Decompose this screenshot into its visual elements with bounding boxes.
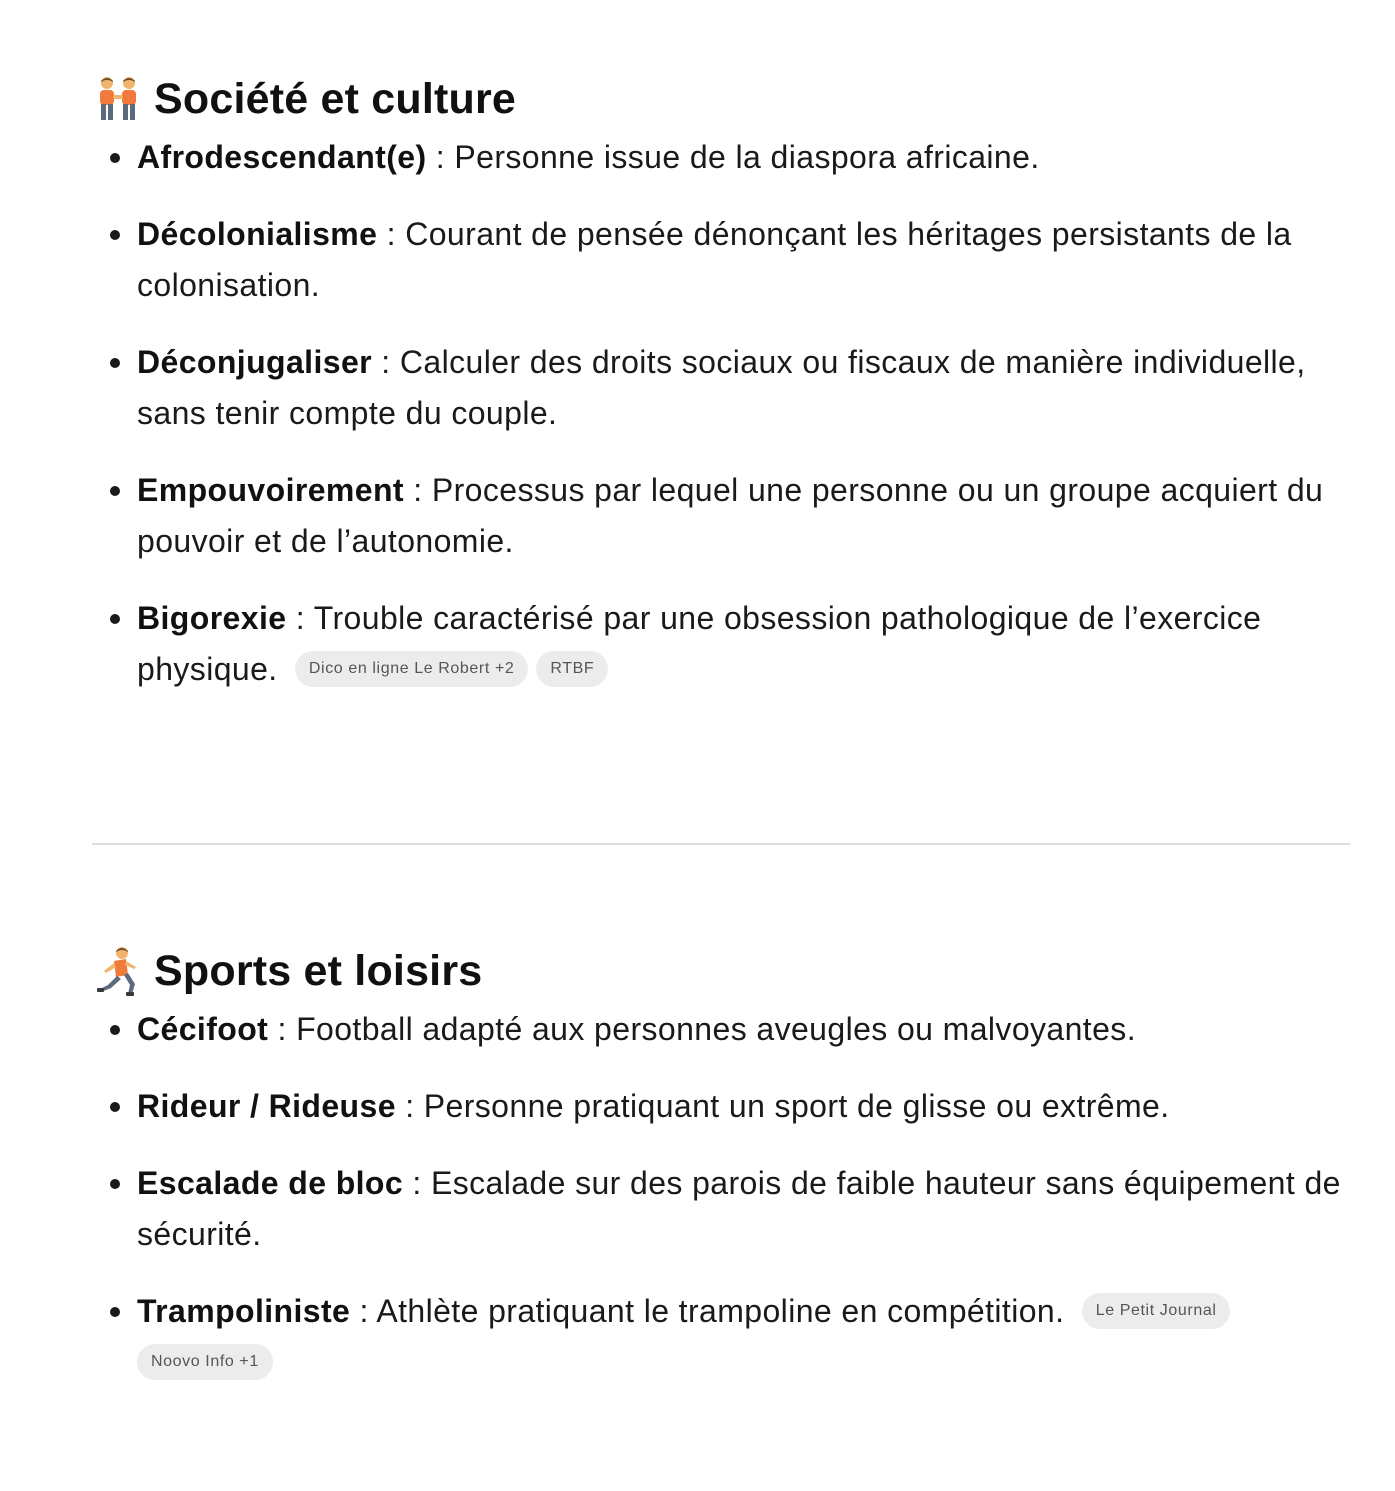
section-heading bbox=[92, 938, 1354, 1004]
list-item bbox=[92, 1004, 1354, 1055]
term: Rideur / Rideuse bbox=[137, 1088, 396, 1124]
person-running-icon bbox=[92, 945, 144, 997]
definition: : Personne issue de la diaspora africaine. bbox=[426, 139, 1040, 175]
term: Bigorexie bbox=[137, 600, 287, 636]
list-item bbox=[92, 1081, 1354, 1132]
term: Cécifoot bbox=[137, 1011, 269, 1047]
bullet bbox=[110, 1102, 120, 1112]
list-item bbox=[92, 337, 1354, 439]
definition: : Calculer des droits sociaux ou fiscaux de manière individuelle, sans tenir compte du couple. bbox=[137, 344, 1306, 431]
bullet bbox=[110, 230, 120, 240]
source-chip[interactable]: Dico en ligne Le Robert +2 bbox=[295, 651, 529, 687]
definition: : Football adapté aux personnes aveugles ou malvoyantes. bbox=[268, 1011, 1136, 1047]
list-item bbox=[92, 1286, 1354, 1388]
bullet bbox=[110, 153, 120, 163]
term-list bbox=[92, 132, 1354, 695]
definition: : Trouble caractérisé par une obsession pathologique de l’exercice physique. bbox=[137, 600, 1262, 687]
term-list bbox=[92, 1004, 1354, 1388]
definition: : Athlète pratiquant le trampoline en compétition. bbox=[350, 1293, 1065, 1329]
bullet bbox=[110, 358, 120, 368]
list-item bbox=[92, 209, 1354, 311]
term: Afrodescendant(e) bbox=[137, 139, 427, 175]
section-divider bbox=[92, 843, 1350, 845]
section-title: Société et culture bbox=[154, 74, 517, 123]
list-item bbox=[92, 465, 1354, 567]
list-item bbox=[92, 1158, 1354, 1260]
term: Empouvoirement bbox=[137, 472, 404, 508]
bullet bbox=[110, 1025, 120, 1035]
term: Décolonialisme bbox=[137, 216, 378, 252]
bullet bbox=[110, 1307, 120, 1317]
source-chip[interactable]: Noovo Info +1 bbox=[137, 1344, 273, 1380]
definition: : Courant de pensée dénonçant les héritages persistants de la colonisation. bbox=[137, 216, 1292, 303]
list-item bbox=[92, 593, 1354, 695]
section-heading bbox=[92, 66, 1354, 132]
source-chip[interactable]: Le Petit Journal bbox=[1082, 1293, 1231, 1329]
people-holding-hands-icon bbox=[92, 73, 144, 125]
term: Escalade de bloc bbox=[137, 1165, 404, 1201]
list-item bbox=[92, 132, 1354, 183]
definition: : Escalade sur des parois de faible hauteur sans équipement de sécurité. bbox=[137, 1165, 1341, 1252]
term: Déconjugaliser bbox=[137, 344, 373, 380]
definition: : Personne pratiquant un sport de glisse ou extrême. bbox=[395, 1088, 1170, 1124]
definition: : Processus par lequel une personne ou un groupe acquiert du pouvoir et de l’autonomie. bbox=[137, 472, 1324, 559]
source-chip[interactable]: RTBF bbox=[536, 651, 608, 687]
section-societe-culture bbox=[92, 66, 1354, 721]
term: Trampoliniste bbox=[137, 1293, 351, 1329]
bullet bbox=[110, 614, 120, 624]
section-sports-loisirs bbox=[92, 938, 1354, 1414]
bullet bbox=[110, 1179, 120, 1189]
section-title: Sports et loisirs bbox=[154, 946, 483, 995]
bullet bbox=[110, 486, 120, 496]
